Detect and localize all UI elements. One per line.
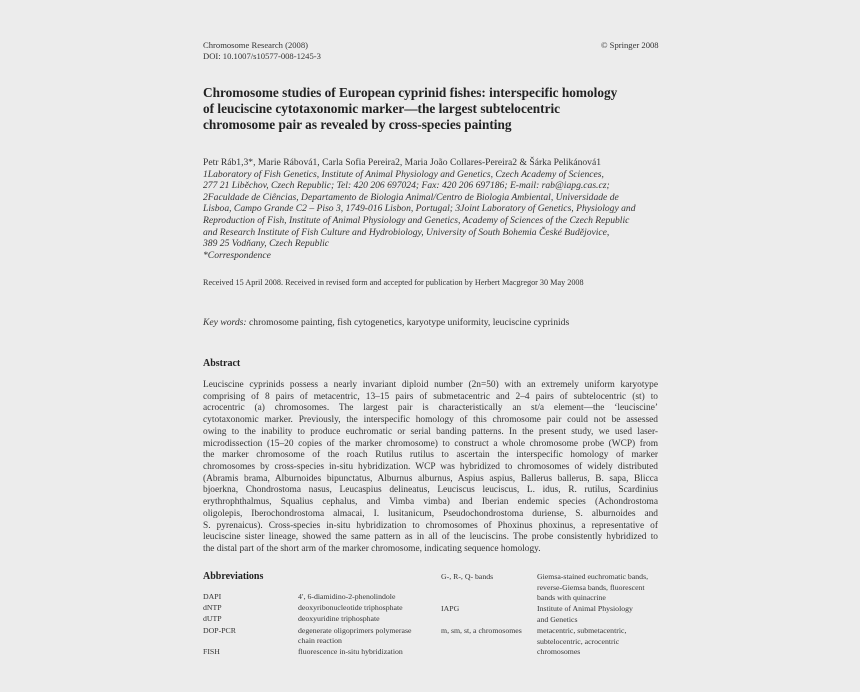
title-line: Chromosome studies of European cyprinid fishes: interspecific homology [203, 85, 618, 100]
abbreviations-heading: Abbreviations [203, 571, 264, 582]
author-list: Petr Ráb1,3*, Marie Rábová1, Carla Sofia Pereira2, Maria João Collares-Pereira2 & Šárka Pelikánová1 [203, 157, 602, 168]
affiliation-line: 277 21 Liběchov, Czech Republic; Tel: 420 206 697024; Fax: 420 206 697186; E-mail: rab@iapg.cas.cz; [203, 180, 610, 192]
doi: DOI: 10.1007/s10577-008-1245-3 [203, 51, 321, 61]
abbreviation-term: FISH [203, 647, 220, 657]
journal-name: Chromosome Research (2008) [203, 40, 309, 50]
journal-citation [203, 40, 321, 62]
abbreviation-term: dNTP [203, 603, 222, 613]
correspondence-note: *Correspondence [203, 249, 271, 261]
affiliation-line: Reproduction of Fish, Institute of Animal Physiology and Genetics, Academy of Sciences of the Czech Republic [203, 214, 630, 226]
abstract-line: (Abramis brama, Alburnoides bipunctatus, Alburnus alburnus, Aspius aspius, Ballerus ballerus, B. sapa, Blicca [203, 473, 658, 484]
abbreviation-term: DOP-PCR [203, 625, 236, 635]
abstract-line: chromosomes by cross-species in-situ hybridization. WCP was hybridized to chromosomes of widely distributed [203, 462, 658, 473]
keywords-text: chromosome painting, fish cytogenetics, karyotype uniformity, leuciscine cyprinids [249, 317, 570, 328]
abstract-line: the marker chromosome of the roach Rutilus rutilus to ascertain the interspecific homology of marker [203, 450, 658, 461]
abbreviation-definition: chromosomes [537, 647, 581, 657]
abstract-line: Leuciscine cyprinids possess a nearly invariant diploid number (2n=50) with an extremely uniform karyotype [203, 380, 658, 390]
copyright-notice: © Springer 2008 [601, 40, 659, 50]
abbreviation-definition: Giemsa-stained euchromatic bands, [537, 572, 649, 581]
paper-title [203, 85, 673, 133]
abbreviation-definition: degenerate oligoprimers polymerase [298, 625, 412, 635]
abbreviation-definition: and Genetics [537, 615, 578, 624]
keywords-label: Key words: [203, 317, 247, 328]
abstract-line: owing to the inability to produce euchromatic or serial banding patterns. In the present study, we used laser- [203, 426, 658, 437]
affiliation-line: 389 25 Vodňany, Czech Republic [203, 238, 330, 250]
affiliation-line: and Research Institute of Fish Culture and Hydrobiology, University of South Bohemia České Budějovice, [203, 226, 610, 238]
abbreviation-definition: deoxyuridine triphosphate [298, 614, 380, 624]
abstract-heading: Abstract [203, 358, 241, 369]
affiliation-line: Lisboa, Campo Grande C2 – Piso 3, 1749-016 Lisbon, Portugal; 3Joint Laboratory of Genetics, Physiology and [203, 203, 636, 215]
abstract-body [203, 380, 658, 556]
abstract-line: the distal part of the short arm of the marker chromosome, indicating sequence homology. [203, 544, 541, 555]
abbreviation-term: dUTP [203, 614, 222, 624]
received-dates: Received 15 April 2008. Received in revised form and accepted for publication by Herbert Macgregor 30 May 2008 [203, 278, 584, 287]
abbreviation-definition: reverse-Giemsa bands, fluorescent [537, 582, 645, 592]
abstract-line: microdissection (15–20 copies of the marker chromosome) to construct a whole chromosome probe (WCP) from [203, 438, 658, 449]
abbreviation-definition: metacentric, submetacentric, [537, 626, 627, 636]
abbreviation-term: IAPG [441, 604, 460, 614]
abbreviation-definition: deoxyribonucleotide triphosphate [298, 603, 403, 613]
abstract-line: bjoerkna, Chondrostoma nasus, Leucaspius delineatus, Leuciscus leuciscus, L. idus, R. rutilus, Scardinius [203, 485, 658, 496]
title-line: of leuciscine cytotaxonomic marker—the largest subtelocentric [203, 101, 561, 116]
abbreviation-term: G-, R-, Q- bands [441, 572, 494, 581]
title-line: chromosome pair as revealed by cross-species painting [203, 117, 512, 132]
abbreviation-definition: chain reaction [298, 636, 342, 646]
abstract-line: erythrophthalmus, Squalius cephalus, and Vimba vimba) and Iberian endemic species (Achondrostoma [203, 497, 658, 508]
abstract-line: acrocentric (a) chromosomes. The largest pair is characteristically an st/a element—the ‘leuciscine’ [203, 403, 658, 414]
keywords [203, 317, 663, 329]
abstract-line: oligolepis, Iberochondrostoma almacai, I. lusitanicum, Pseudochondrostoma duriense, S. alburnoides and [203, 508, 658, 519]
abstract-line: leuciscine sister lineage, showed the same pattern as in all of the leuciscins. The probe consistently hybridized to [203, 532, 658, 543]
abstract-line: S. pyrenaicus). Cross-species in-situ hybridization to chromosomes of Phoxinus phoxinus, a representative of [203, 520, 658, 531]
abbreviation-term: m, sm, st, a chromosomes [441, 626, 522, 636]
abstract-line: comprising of 8 pairs of metacentric, 13–15 pairs of submetacentric and 2–4 pairs of subtelocentric (st) to [203, 391, 658, 402]
abbreviation-definition: subtelocentric, acrocentric [537, 636, 620, 646]
affiliation-line: 1Laboratory of Fish Genetics, Institute of Animal Physiology and Genetics, Czech Academy of Sciences, [203, 168, 604, 180]
abbreviation-definition: fluorescence in-situ hybridization [298, 647, 403, 657]
abstract-line: cytotaxonomic marker. Previously, the interspecific homology of this chromosome pair could not be assessed [203, 415, 658, 426]
abbreviation-definition: Institute of Animal Physiology [537, 604, 633, 614]
affiliation-line: 2Faculdade de Ciências, Departamento de Biologia Animal/Centro de Biologia Ambiental, Universidade de [203, 191, 619, 203]
abbreviation-term: DAPI [203, 592, 222, 601]
abbreviation-definition: 4′, 6-diamidino-2-phenolindole [298, 592, 396, 601]
author-block [203, 157, 663, 261]
abbreviation-definition: bands with quinacrine [537, 593, 606, 603]
